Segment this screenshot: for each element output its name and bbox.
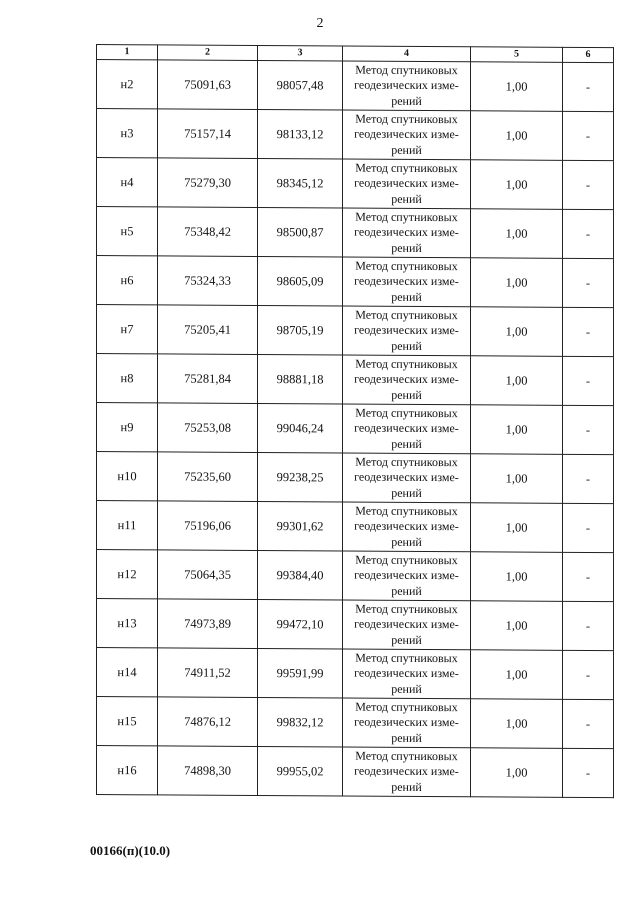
cell-accuracy: 1,00 [471, 748, 563, 798]
table-row [97, 256, 614, 308]
method-text-line: геодезических изме- [354, 469, 459, 485]
method-text-line: Метод спутниковых [355, 62, 458, 77]
cell-coordinate-y: 98345,12 [258, 158, 343, 208]
cell-method [343, 355, 471, 405]
cell-point-name: н6 [97, 256, 158, 305]
cell-method [343, 306, 471, 356]
cell-coordinate-x: 75324,33 [158, 256, 258, 306]
method-text-line: Метод спутниковых [355, 356, 458, 371]
method-text-line: Метод спутниковых [355, 552, 458, 567]
cell-method [343, 502, 471, 552]
cell-note: - [563, 307, 614, 356]
table-body [97, 60, 614, 798]
method-text-line: рений [391, 387, 422, 402]
method-text-line: геодезических изме- [354, 518, 459, 534]
method-text-line: Метод спутниковых [355, 405, 458, 420]
cell-coordinate-y: 98057,48 [258, 60, 343, 110]
cell-method [343, 600, 471, 650]
cell-accuracy: 1,00 [471, 503, 563, 553]
cell-point-name: н7 [97, 305, 158, 354]
column-header-1: 1 [97, 45, 158, 60]
cell-coordinate-y: 98500,87 [258, 207, 343, 257]
method-text-line: геодезических изме- [354, 273, 459, 289]
table-row [97, 550, 614, 602]
cell-note: - [563, 454, 614, 503]
cell-coordinate-x: 75253,08 [158, 403, 258, 453]
method-text-line: геодезических изме- [354, 616, 459, 632]
method-text-line: рений [391, 485, 422, 500]
method-text-line: геодезических изме- [354, 665, 459, 681]
cell-accuracy: 1,00 [471, 552, 563, 602]
method-text-line: геодезических изме- [354, 175, 459, 191]
table-row [97, 746, 614, 798]
cell-note: - [563, 748, 614, 797]
coordinates-table [96, 44, 614, 798]
table-row [97, 354, 614, 406]
cell-note: - [563, 503, 614, 552]
cell-note: - [563, 552, 614, 601]
method-text-line: рений [391, 289, 422, 304]
cell-point-name: н11 [97, 501, 158, 550]
cell-coordinate-y: 99832,12 [258, 697, 343, 747]
method-text-line: рений [391, 240, 422, 255]
cell-coordinate-x: 74876,12 [158, 697, 258, 747]
cell-method [343, 110, 471, 160]
table-row [97, 158, 614, 210]
method-text-line: геодезических изме- [354, 77, 459, 93]
method-text-line: рений [391, 583, 422, 598]
cell-accuracy: 1,00 [471, 160, 563, 210]
cell-note: - [563, 258, 614, 307]
method-text-line: Метод спутниковых [355, 454, 458, 469]
cell-note: - [563, 650, 614, 699]
method-text-line: Метод спутниковых [355, 699, 458, 714]
method-text-line: рений [391, 191, 422, 206]
method-text-line: рений [391, 730, 422, 745]
method-text-line: Метод спутниковых [355, 307, 458, 322]
cell-coordinate-x: 75348,42 [158, 207, 258, 257]
cell-accuracy: 1,00 [471, 258, 563, 308]
cell-coordinate-x: 75157,14 [158, 109, 258, 159]
cell-point-name: н8 [97, 354, 158, 403]
cell-accuracy: 1,00 [471, 650, 563, 700]
cell-accuracy: 1,00 [471, 62, 563, 112]
method-text-line: Метод спутниковых [355, 503, 458, 518]
cell-point-name: н13 [97, 599, 158, 648]
method-text-line: рений [391, 779, 422, 794]
method-text-line: геодезических изме- [354, 420, 459, 436]
cell-coordinate-x: 75205,41 [158, 305, 258, 355]
method-text-line: геодезических изме- [354, 322, 459, 338]
cell-point-name: н12 [97, 550, 158, 599]
method-text-line: Метод спутниковых [355, 209, 458, 224]
table-row [97, 207, 614, 259]
cell-point-name: н3 [97, 109, 158, 158]
cell-note: - [563, 405, 614, 454]
column-header-2: 2 [158, 45, 258, 61]
cell-coordinate-x: 75235,60 [158, 452, 258, 502]
method-text-line: геодезических изме- [354, 763, 459, 779]
table-row [97, 60, 614, 112]
cell-note: - [563, 699, 614, 748]
method-text-line: рений [391, 632, 422, 647]
cell-accuracy: 1,00 [471, 111, 563, 161]
method-text-line: рений [391, 338, 422, 353]
cell-method [343, 453, 471, 503]
method-text-line: Метод спутниковых [355, 650, 458, 665]
cell-note: - [563, 62, 614, 111]
cell-coordinate-x: 75196,06 [158, 501, 258, 551]
cell-point-name: н4 [97, 158, 158, 207]
cell-point-name: н5 [97, 207, 158, 256]
cell-note: - [563, 111, 614, 160]
method-text-line: рений [391, 534, 422, 549]
table-row [97, 501, 614, 553]
column-header-3: 3 [258, 45, 343, 61]
method-text-line: рений [391, 436, 422, 451]
cell-coordinate-y: 99591,99 [258, 648, 343, 698]
table-row [97, 403, 614, 455]
table-row [97, 109, 614, 161]
document-code: 00166(п)(10.0) [90, 843, 171, 858]
cell-accuracy: 1,00 [471, 601, 563, 651]
cell-point-name: н15 [97, 697, 158, 746]
cell-coordinate-y: 98881,18 [258, 354, 343, 404]
cell-coordinate-x: 75281,84 [158, 354, 258, 404]
cell-coordinate-x: 75279,30 [158, 158, 258, 208]
cell-coordinate-y: 98133,12 [258, 109, 343, 159]
cell-coordinate-y: 99238,25 [258, 452, 343, 502]
cell-coordinate-x: 74911,52 [158, 648, 258, 698]
cell-accuracy: 1,00 [471, 356, 563, 406]
method-text-line: геодезических изме- [354, 371, 459, 387]
cell-method [343, 551, 471, 601]
cell-coordinate-x: 75091,63 [158, 60, 258, 110]
cell-coordinate-x: 74898,30 [158, 746, 258, 796]
cell-method [343, 747, 471, 797]
cell-note: - [563, 356, 614, 405]
cell-coordinate-y: 99384,40 [258, 550, 343, 600]
cell-coordinate-y: 98605,09 [258, 256, 343, 306]
cell-point-name: н10 [97, 452, 158, 501]
table-row [97, 305, 614, 357]
cell-method [343, 61, 471, 111]
column-header-5: 5 [471, 47, 563, 63]
method-text-line: Метод спутниковых [355, 748, 458, 763]
table-row [97, 697, 614, 749]
cell-note: - [563, 209, 614, 258]
cell-coordinate-y: 99955,02 [258, 746, 343, 796]
table-row [97, 452, 614, 504]
method-text-line: рений [391, 681, 422, 696]
table-row [97, 648, 614, 700]
cell-method [343, 649, 471, 699]
column-header-6: 6 [563, 47, 614, 62]
cell-note: - [563, 601, 614, 650]
method-text-line: рений [391, 142, 422, 157]
cell-point-name: н14 [97, 648, 158, 697]
cell-accuracy: 1,00 [471, 699, 563, 749]
cell-coordinate-y: 99301,62 [258, 501, 343, 551]
method-text-line: Метод спутниковых [355, 258, 458, 273]
cell-coordinate-y: 99046,24 [258, 403, 343, 453]
cell-coordinate-y: 98705,19 [258, 305, 343, 355]
coordinates-table-wrapper [96, 44, 613, 798]
cell-coordinate-y: 99472,10 [258, 599, 343, 649]
page-number: 2 [316, 16, 324, 31]
cell-accuracy: 1,00 [471, 209, 563, 259]
cell-method [343, 698, 471, 748]
cell-coordinate-x: 74973,89 [158, 599, 258, 649]
cell-method [343, 159, 471, 209]
cell-accuracy: 1,00 [471, 307, 563, 357]
cell-point-name: н9 [97, 403, 158, 452]
method-text-line: геодезических изме- [354, 224, 459, 240]
cell-accuracy: 1,00 [471, 405, 563, 455]
method-text-line: геодезических изме- [354, 714, 459, 730]
cell-point-name: н2 [97, 60, 158, 109]
cell-point-name: н16 [97, 746, 158, 795]
method-text-line: рений [391, 93, 422, 108]
method-text-line: Метод спутниковых [355, 111, 458, 126]
cell-accuracy: 1,00 [471, 454, 563, 504]
cell-method [343, 257, 471, 307]
method-text-line: геодезических изме- [354, 126, 459, 142]
table-row [97, 599, 614, 651]
column-header-4: 4 [343, 46, 471, 62]
method-text-line: Метод спутниковых [355, 601, 458, 616]
cell-method [343, 208, 471, 258]
method-text-line: геодезических изме- [354, 567, 459, 583]
cell-coordinate-x: 75064,35 [158, 550, 258, 600]
cell-method [343, 404, 471, 454]
cell-note: - [563, 160, 614, 209]
method-text-line: Метод спутниковых [355, 160, 458, 175]
